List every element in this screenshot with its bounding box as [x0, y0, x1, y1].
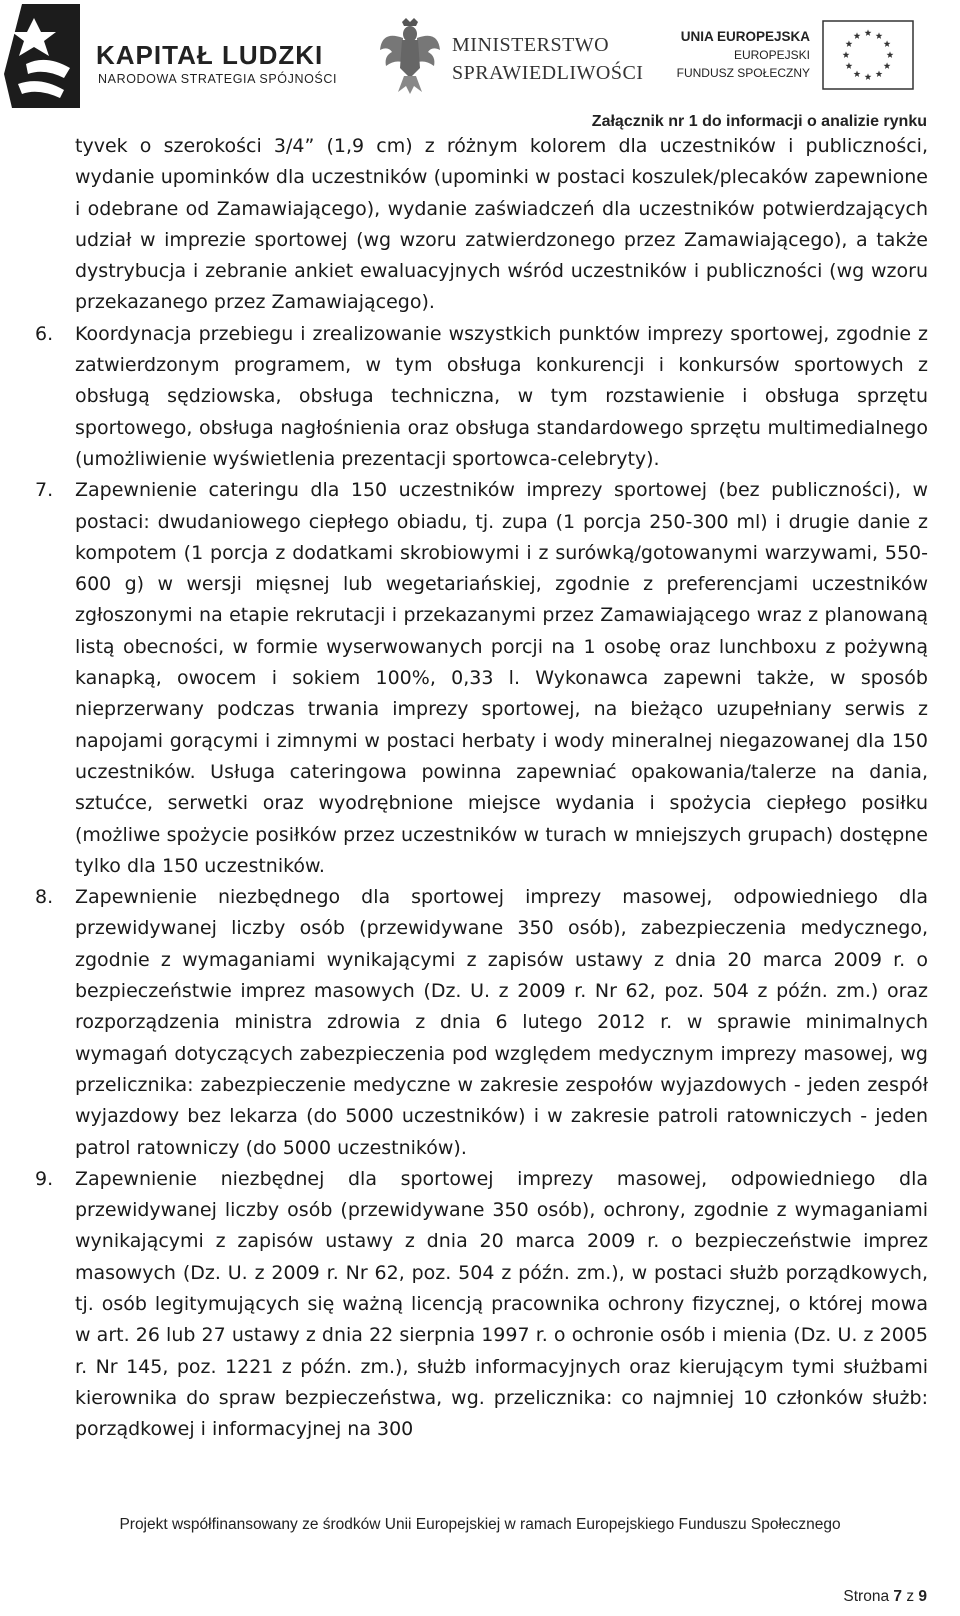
page-header	[0, 0, 960, 112]
list-item-number: 6.	[35, 322, 54, 345]
list-item-text: Zapewnienie niezbędnej dla sportowej imprezy masowej, odpowiedniego dla przewidywanej liczby osób (przewidywane 350 osób), ochrony, zgodnie z wymaganiami wynikającymi z zapisów ustawy z dnia 20 marca 2009 r. o bezpieczeństwie imprez masowych (Dz. U. z 2009 r. Nr 62, poz. 504 z późn. zm.), w postaci służb porządkowych, tj. osób legitymujących się ważną licencją pracownika ochrony fizycznej, o której mowa w art. 26 lub 27 ustawy z dnia 22 sierpnia 1997 r. o ochronie osób i mienia (Dz. U. z 2005 r. Nr 145, poz. 1221 z późn. zm.), służb informacyjnych oraz kierującym tymi służbami kierownika do spraw bezpieczeństwa, wg. przelicznika: co najmniej 10 członków służb: porządkowej i informacyjnej na 300	[75, 1167, 928, 1441]
ministry-logo	[378, 16, 644, 96]
document-body	[35, 131, 928, 1445]
eu-fund-line1: EUROPEJSKI	[733, 48, 810, 62]
ministry-name-line2: SPRAWIEDLIWOŚCI	[452, 62, 644, 84]
page-total: 9	[918, 1588, 927, 1605]
polish-eagle-icon	[378, 16, 442, 96]
page-label: Strona	[843, 1588, 890, 1605]
page-number	[843, 1588, 927, 1606]
eu-flag-icon	[822, 20, 914, 90]
eu-logo-text	[677, 28, 810, 82]
eu-name: UNIA EUROPEJSKA	[680, 29, 810, 44]
list-item	[35, 475, 928, 882]
list-item-number: 7.	[35, 479, 54, 502]
page-separator: z	[906, 1588, 915, 1605]
ministry-name-line1: MINISTERSTWO	[452, 34, 610, 56]
list-item-number: 8.	[35, 886, 54, 909]
list-item-text: Koordynacja przebiegu i zrealizowanie wszystkich punktów imprezy sportowej, zgodnie z zatwierdzonym programem, w tym obsługa konkurencji i konkursów sportowych z obsługą sędziowska, obsługa techniczna, w tym rozstawienie i obsługa sprzętu sportowego, obsługa nagłośnienia oraz obsługa standardowego sprzętu multimedialnego (umożliwienie wyświetlenia prezentacji sportowca-celebryty).	[75, 322, 928, 470]
kapital-ludzki-emblem-icon	[4, 4, 80, 108]
list-item	[35, 1164, 928, 1446]
footer-cofinancing-note: Projekt współfinansowany ze środków Unii Europejskiej w ramach Europejskiego Funduszu Społecznego	[119, 1516, 841, 1533]
annex-reference: Załącznik nr 1 do informacji o analizie rynku	[591, 113, 927, 130]
list-item	[35, 319, 928, 475]
kapital-ludzki-title: KAPITAŁ LUDZKI	[96, 40, 324, 70]
kapital-ludzki-logo	[4, 4, 338, 108]
kapital-ludzki-subtitle: NARODOWA STRATEGIA SPÓJNOŚCI	[98, 72, 338, 86]
page-current: 7	[893, 1588, 902, 1605]
list-item-number: 9.	[35, 1167, 54, 1190]
intro-paragraph: tyvek o szerokości 3/4” (1,9 cm) z różnym kolorem dla uczestników i publiczności, wydanie upominków dla uczestników (upominki w postaci koszulek/plecaków zapewnione i odebrane od Zamawiającego), wydanie zaświadczeń dla uczestników potwierdzających udział w imprezie sportowej (wg wzoru zatwierdzonego przez Zamawiającego), a także dystrybucja i zebranie ankiet ewaluacyjnych wśród uczestników i publiczności (wg wzoru przekazanego przez Zamawiającego).	[75, 135, 928, 314]
eu-logo	[670, 20, 914, 92]
list-item-text: Zapewnienie cateringu dla 150 uczestników imprezy sportowej (bez publiczności), w postaci: dwudaniowego ciepłego obiadu, tj. zupa (1 porcja 250-300 ml) i drugie danie z kompotem (1 porcja z dodatkami skrobiowymi i z surówką/gotowanymi warzywami, 550-600 g) w wersji mięsnej lub wegetariańskiej, zgodnie z preferencjami uczestników zgłoszonymi na etapie rekrutacji i przekazanymi przez Zamawiającego wraz z planowaną listą obecności, w formie wyserwowanych porcji na 1 osobę oraz lunchboxu z pożywną kanapką, owocem i sokiem 100%, 0,33 l. Wykonawca zapewni także, w sposób nieprzerwany podczas trwania imprezy sportowej, na bieżąco uzupełniany serwis z napojami gorącymi i zimnymi w postaci herbaty i wody mineralnej niegazowanej dla 150 uczestników. Usługa cateringowa powinna zapewniać opakowania/talerze na dania, sztućce, serwetki oraz wyodrębnione miejsce wydania i spożycia ciepłego posiłku (możliwe spożycie posiłków przez uczestników w turach w mniejszych grupach) dostępne tylko dla 150 uczestników.	[75, 479, 928, 877]
list-item	[35, 882, 928, 1164]
list-item-text: Zapewnienie niezbędnego dla sportowej imprezy masowej, odpowiedniego dla przewidywanej liczby osób (przewidywane 350 osób), zabezpieczenia medycznego, zgodnie z wymaganiami wynikającymi z zapisów ustawy z dnia 20 marca 2009 r. o bezpieczeństwie imprez masowych (Dz. U. z 2009 r. Nr 62, poz. 504 z późn. zm.) oraz rozporządzenia ministra zdrowia z dnia 6 lutego 2012 r. w sprawie minimalnych wymagań dotyczących zabezpieczenia pod względem medycznym imprezy masowej, wg przelicznika: zabezpieczenie medyczne w zakresie zespołów wyjazdowych - jeden zespół wyjazdowy bez lekarza (do 5000 uczestników) i w zakresie patroli ratowniczych - jeden patrol ratowniczy (do 5000 uczestników).	[75, 886, 928, 1159]
eu-fund-line2: FUNDUSZ SPOŁECZNY	[676, 66, 810, 80]
